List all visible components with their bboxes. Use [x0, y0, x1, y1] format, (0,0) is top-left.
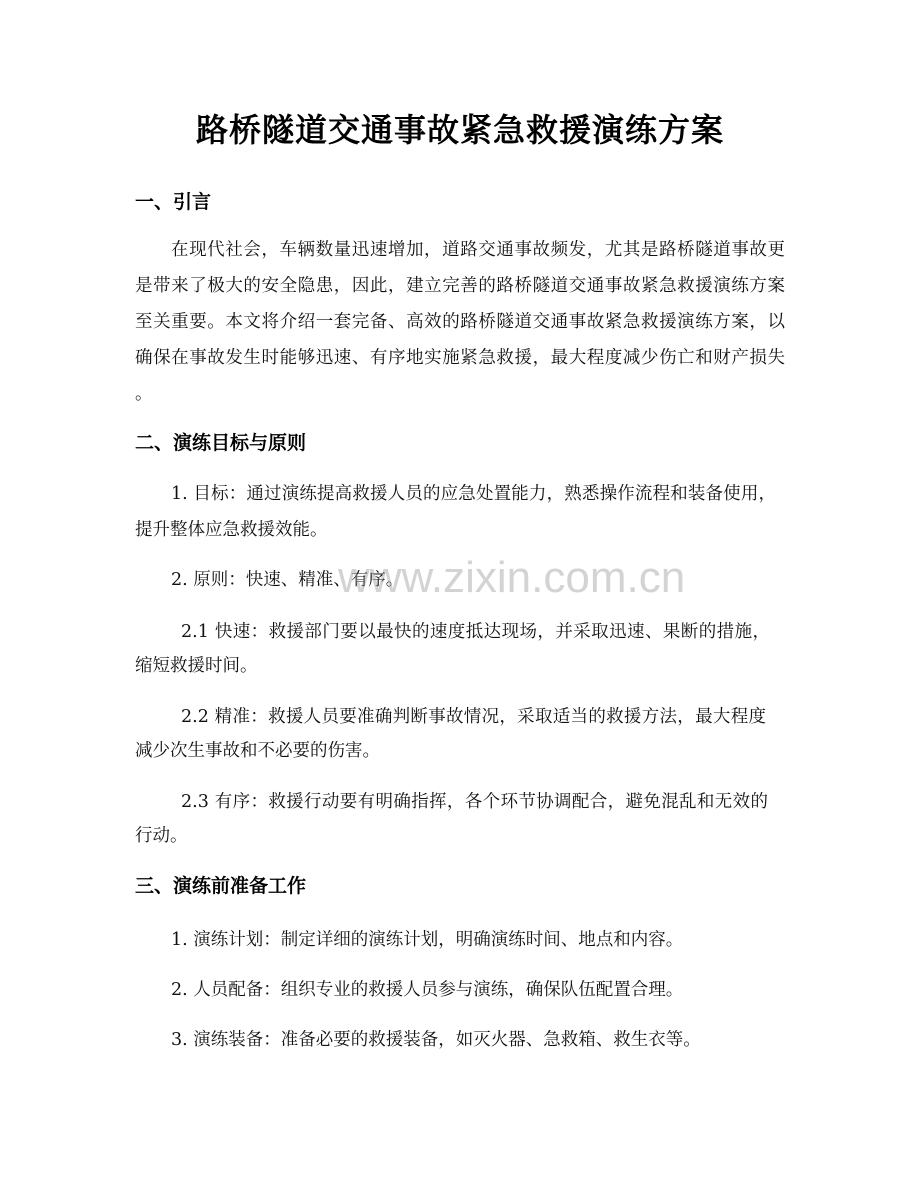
- paragraph-line: 1. 目标：通过演练提高救援人员的应急处置能力，熟悉操作流程和装备使用，: [171, 484, 776, 504]
- paragraph-line: 。: [135, 384, 153, 404]
- preparation-plan-item: 1. 演练计划：制定详细的演练计划，明确演练时间、地点和内容。: [171, 930, 684, 950]
- paragraph-line: 2.3 有序：救援行动要有明确指挥，各个环节协调配合，避免混乱和无效的: [181, 792, 768, 812]
- paragraph-line: 提升整体应急救援效能。: [135, 520, 328, 540]
- watermark-text: www.zixin.com.cn: [338, 553, 686, 602]
- document-title: 路桥隧道交通事故紧急救援演练方案: [195, 111, 724, 149]
- paragraph-line: 减少次生事故和不必要的伤害。: [135, 741, 380, 761]
- section-heading: 一、引言: [135, 191, 212, 213]
- paragraph-line: 至关重要。本文将介绍一套完备、高效的路桥隧道交通事故紧急救援演练方案，以: [135, 312, 785, 332]
- preparation-staff-item: 2. 人员配备：组织专业的救援人员参与演练，确保队伍配置合理。: [171, 980, 684, 1000]
- paragraph-line: 在现代社会，车辆数量迅速增加，道路交通事故频发，尤其是路桥隧道事故更: [171, 240, 785, 260]
- paragraph-line: 2. 原则：快速、精准、有序。: [171, 570, 404, 590]
- paragraph-line: 行动。: [135, 826, 188, 846]
- paragraph-line: 2.2 精准：救援人员要准确判断事故情况，采取适当的救援方法，最大程度: [181, 707, 766, 727]
- paragraph-line: 是带来了极大的安全隐患，因此，建立完善的路桥隧道交通事故紧急救援演练方案: [135, 276, 785, 296]
- paragraph-line: 确保在事故发生时能够迅速、有序地实施紧急救援，最大程度减少伤亡和财产损失: [135, 348, 785, 368]
- section-heading: 三、演练前准备工作: [135, 875, 307, 897]
- paragraph-line: 缩短救援时间。: [135, 656, 258, 676]
- preparation-equipment-item: 3. 演练装备：准备必要的救援装备，如灭火器、急救箱、救生衣等。: [171, 1030, 701, 1050]
- section-heading: 二、演练目标与原则: [135, 432, 307, 454]
- paragraph-line: 2.1 快速：救援部门要以最快的速度抵达现场，并采取迅速、果断的措施，: [181, 622, 770, 642]
